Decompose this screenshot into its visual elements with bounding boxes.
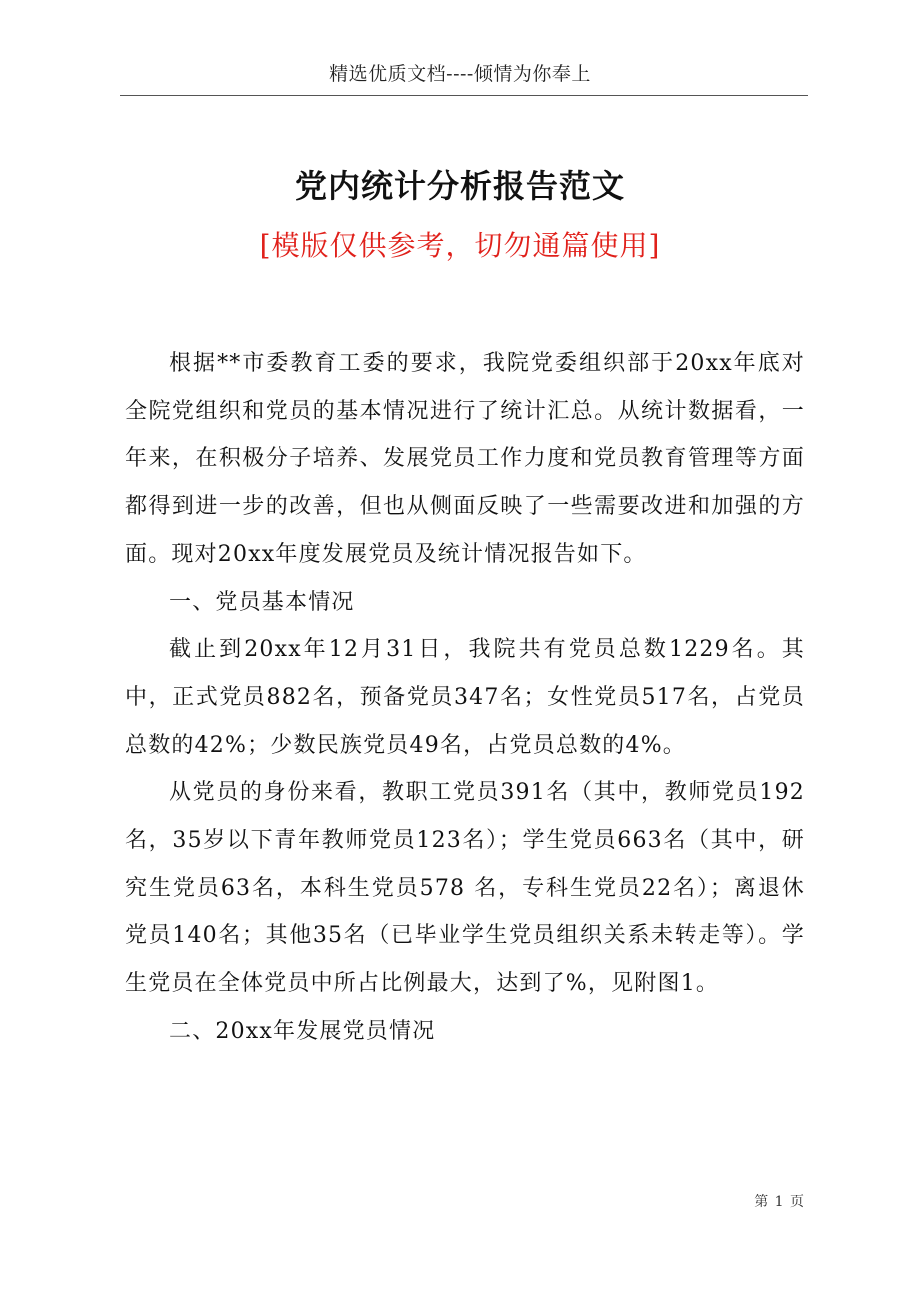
section-heading-basic-info: 一、党员基本情况	[169, 589, 355, 615]
document-subtitle: [模版仅供参考，切勿通篇使用]	[259, 229, 661, 262]
document-body	[125, 340, 805, 1056]
member-count-paragraph: 截止到20xx年12月31日，我院共有党员总数1229名。其中，正式党员882名，预备党员347名；女性党员517名，占党员总数的42%；少数民族党员49名，占党员总数的4%。	[125, 637, 805, 758]
member-identity-paragraph: 从党员的身份来看，教职工党员391名（其中，教师党员192名，35岁以下青年教师党员123名）；学生党员663名（其中，研究生党员63名，本科生党员578 名，专科生党员22名）；离退休党员140名；其他35名（已毕业学生党员组织关系未转走等）。学生党员在全体党员中所占比例最大，达到了%，见附图1。	[125, 780, 805, 997]
page-number: 第 1 页	[754, 1194, 805, 1210]
header-divider	[120, 95, 808, 96]
section-heading-development: 二、20xx年发展党员情况	[169, 1018, 436, 1044]
page-header-text: 精选优质文档----倾情为你奉上	[329, 63, 591, 85]
intro-paragraph: 根据**市委教育工委的要求，我院党委组织部于20xx年底对全院党组织和党员的基本情况进行了统计汇总。从统计数据看，一年来，在积极分子培养、发展党员工作力度和党员教育管理等方面都得到进一步的改善，但也从侧面反映了一些需要改进和加强的方面。现对20xx年度发展党员及统计情况报告如下。	[125, 351, 805, 567]
document-title: 党内统计分析报告范文	[294, 167, 625, 205]
